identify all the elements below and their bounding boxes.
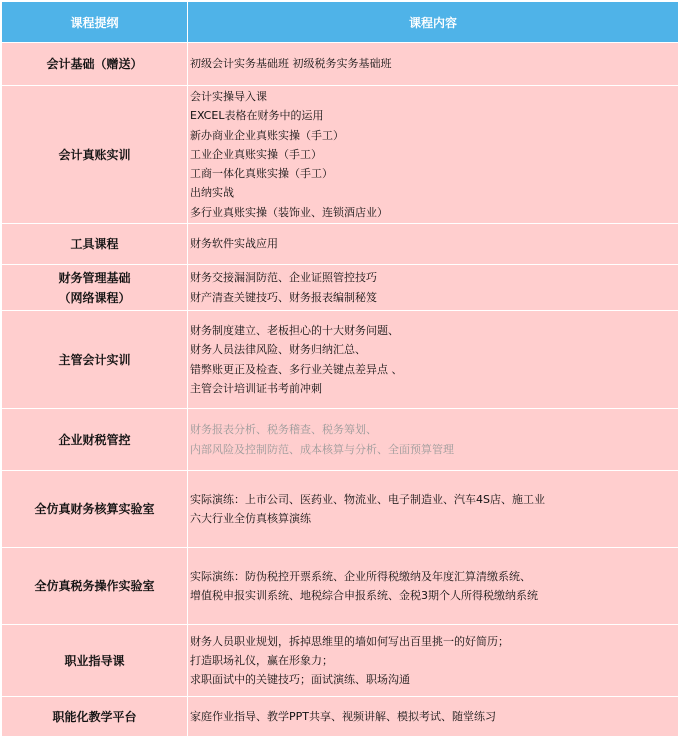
row-title-cell bbox=[2, 311, 188, 409]
content-line: 财务报表分析、税务稽查、税务筹划、 bbox=[190, 423, 377, 437]
row-title-cell bbox=[2, 86, 188, 224]
row-title-cell bbox=[2, 224, 188, 265]
content-line: EXCEL表格在财务中的运用 bbox=[190, 109, 324, 123]
table-row bbox=[2, 311, 679, 409]
row-title: 会计真账实训 bbox=[58, 147, 131, 162]
table-row bbox=[2, 265, 679, 311]
row-content-cell bbox=[188, 86, 679, 224]
row-title: 全仿真财务核算实验室 bbox=[34, 502, 155, 516]
row-title-cell bbox=[2, 409, 188, 471]
row-title-cell bbox=[2, 265, 188, 311]
table-header-row bbox=[2, 2, 679, 43]
table-row bbox=[2, 43, 679, 86]
row-content-cell bbox=[188, 409, 679, 471]
row-content-cell bbox=[188, 625, 679, 697]
content-line: 打造职场礼仪，赢在形象力； bbox=[190, 653, 333, 667]
row-content-cell bbox=[188, 548, 679, 625]
table-row bbox=[2, 224, 679, 265]
content-line: 工商一体化真账实操（手工） bbox=[190, 167, 333, 181]
row-title-cell bbox=[2, 625, 188, 697]
table-row bbox=[2, 548, 679, 625]
course-table-container bbox=[1, 1, 679, 735]
header-course-content: 课程内容 bbox=[188, 2, 679, 43]
row-title: 财务管理基础 bbox=[58, 270, 131, 285]
row-title: 企业财税管控 bbox=[58, 432, 131, 447]
row-title: 工具课程 bbox=[70, 237, 119, 251]
table-row bbox=[2, 409, 679, 471]
content-line: 会计实操导入课 bbox=[190, 89, 267, 103]
content-line: 主管会计培训证书考前冲刺 bbox=[190, 381, 322, 395]
content-line: 家庭作业指导、教学PPT共享、视频讲解、模拟考试、随堂练习 bbox=[190, 709, 496, 723]
content-line: 增值税申报实训系统、地税综合申报系统、金税3期个人所得税缴纳系统 bbox=[190, 589, 538, 602]
row-title-cell bbox=[2, 471, 188, 548]
content-line: 错弊账更正及检查、多行业关键点差异点 、 bbox=[190, 362, 403, 376]
content-line: 财务制度建立、老板担心的十大财务问题、 bbox=[190, 323, 399, 337]
content-line: 初级会计实务基础班 初级税务实务基础班 bbox=[190, 57, 392, 71]
row-content-cell bbox=[188, 43, 679, 86]
content-line: 财务交接漏洞防范、企业证照管控技巧 bbox=[190, 271, 377, 285]
table-row bbox=[2, 697, 679, 737]
content-line: 内部风险及控制防范、成本核算与分析、全面预算管理 bbox=[190, 442, 454, 456]
table-row bbox=[2, 471, 679, 548]
content-line: 财务人员法律风险、财务归纳汇总、 bbox=[190, 343, 366, 357]
row-content-cell bbox=[188, 224, 679, 265]
content-line: 新办商业企业真账实操（手工） bbox=[190, 128, 344, 142]
row-title: 会计基础（赠送） bbox=[46, 57, 143, 71]
table-row bbox=[2, 86, 679, 224]
content-line: 财务人员职业规划，拆掉思维里的墙如何写出百里挑一的好简历； bbox=[190, 634, 509, 648]
content-line: 多行业真账实操（装饰业、连锁酒店业） bbox=[190, 205, 388, 219]
content-line: 出纳实战 bbox=[190, 186, 234, 200]
course-outline-table bbox=[1, 1, 679, 737]
row-content-cell bbox=[188, 471, 679, 548]
content-line: 求职面试中的关键技巧；面试演练、职场沟通 bbox=[190, 673, 410, 687]
row-title-cell bbox=[2, 43, 188, 86]
header-course-outline: 课程提纲 bbox=[2, 2, 188, 43]
row-title: 职业指导课 bbox=[64, 653, 125, 668]
content-line: 实际演练：防伪税控开票系统、企业所得税缴纳及年度汇算清缴系统、 bbox=[190, 569, 531, 583]
content-line: 六大行业全仿真核算演练 bbox=[190, 512, 311, 525]
row-title: 主管会计实训 bbox=[58, 352, 131, 367]
row-title-cell bbox=[2, 697, 188, 737]
row-subtitle: （网络课程） bbox=[58, 290, 131, 305]
row-content-cell bbox=[188, 311, 679, 409]
row-content-cell bbox=[188, 697, 679, 737]
row-title-cell bbox=[2, 548, 188, 625]
content-line: 财产清查关键技巧、财务报表编制秘笈 bbox=[190, 290, 377, 304]
table-row bbox=[2, 625, 679, 697]
row-title: 全仿真税务操作实验室 bbox=[34, 579, 155, 593]
row-title: 职能化教学平台 bbox=[52, 709, 137, 724]
row-content-cell bbox=[188, 265, 679, 311]
content-line: 财务软件实战应用 bbox=[190, 237, 278, 251]
content-line: 工业企业真账实操（手工） bbox=[190, 147, 322, 161]
content-line: 实际演练：上市公司、医药业、物流业、电子制造业、汽车4S店、施工业 bbox=[190, 492, 545, 506]
